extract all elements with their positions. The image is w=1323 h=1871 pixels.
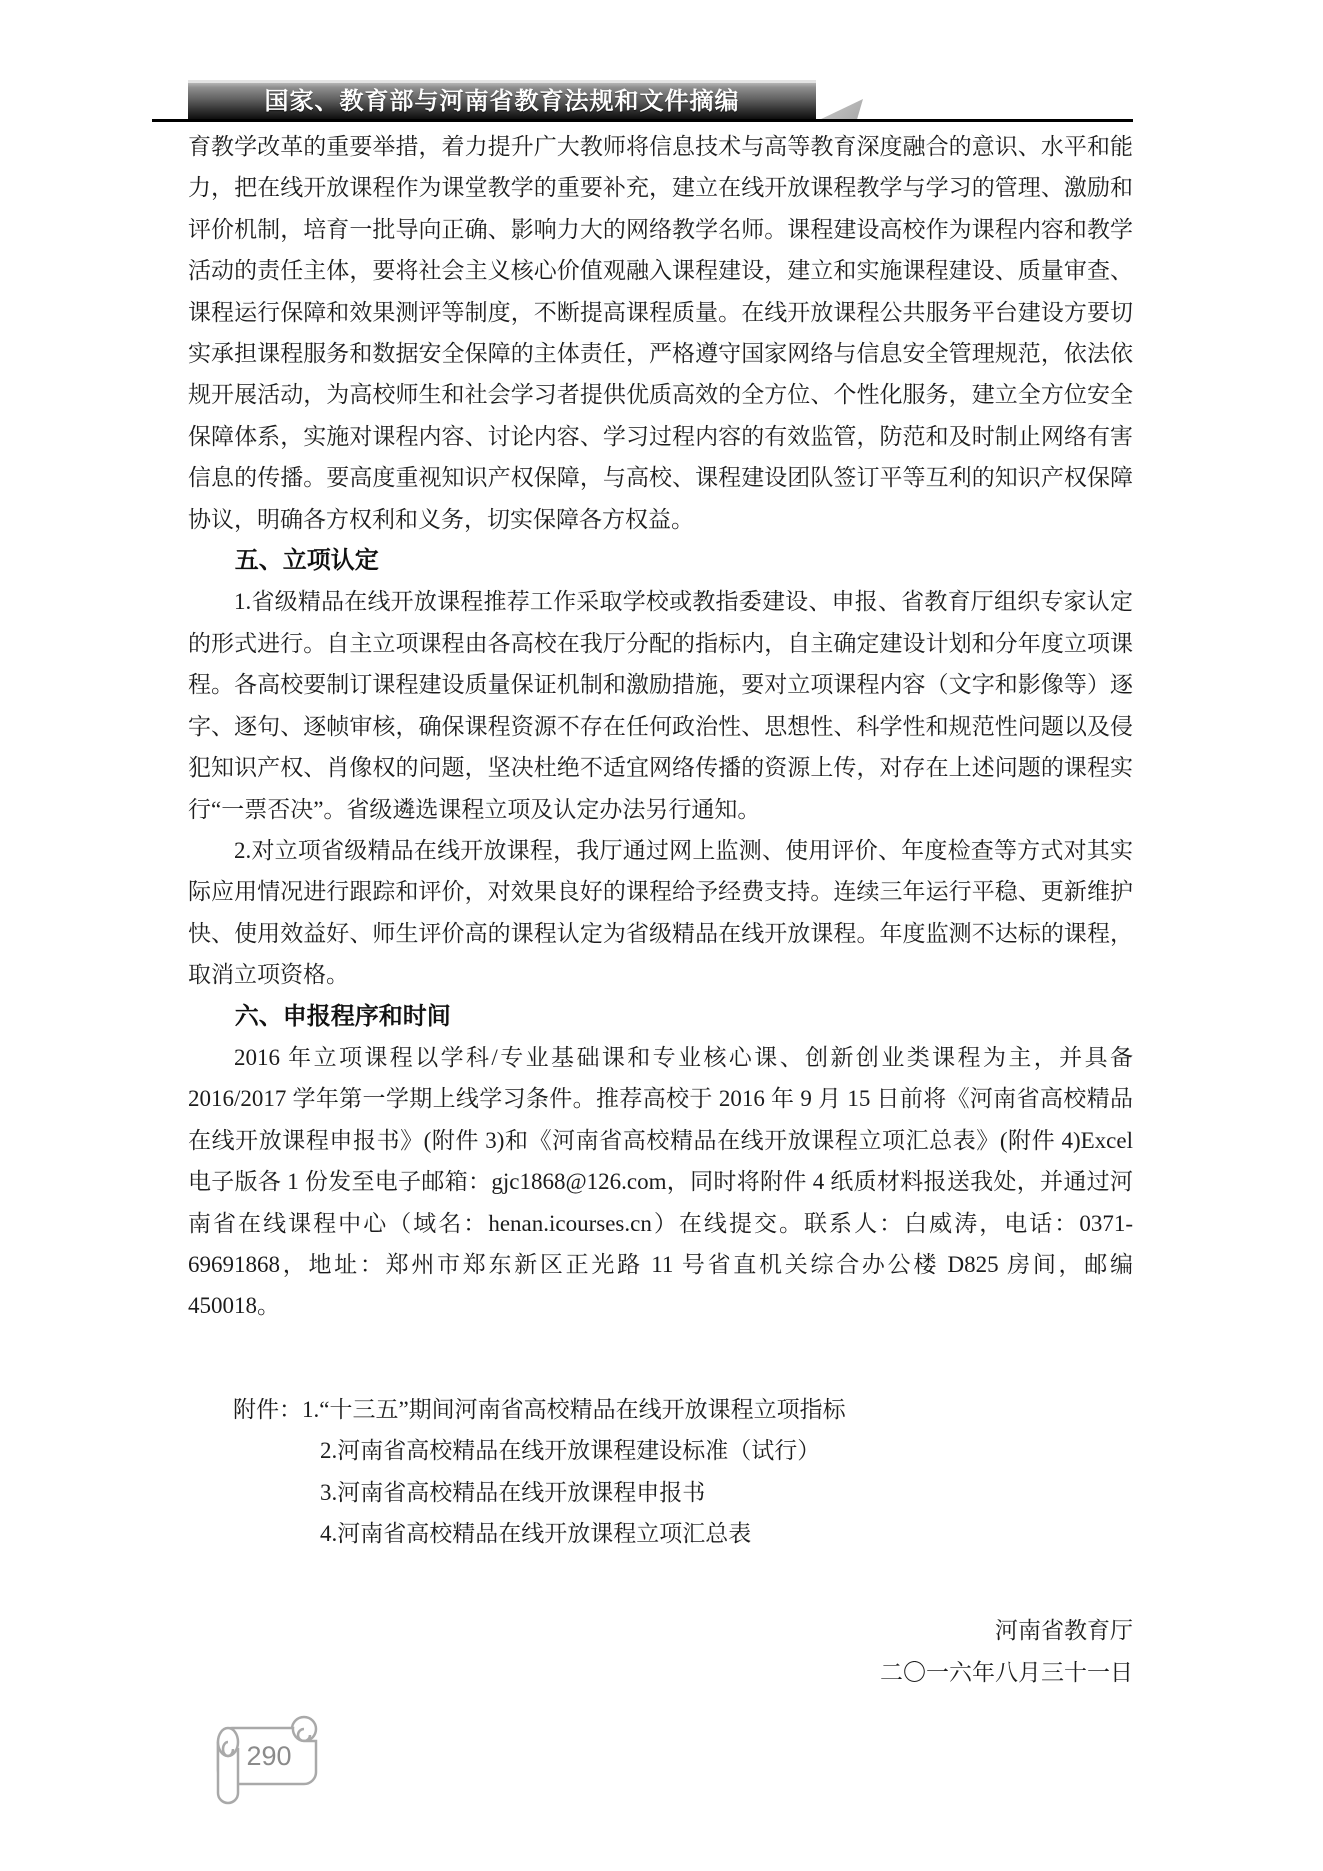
attachment-item-4: 4.河南省高校精品在线开放课程立项汇总表 (320, 1521, 752, 1546)
attachments-list (188, 1389, 1133, 1555)
header-divider-line (152, 119, 1133, 122)
signature-organization: 河南省教育厅 (995, 1618, 1133, 1644)
signature-block (188, 1610, 1133, 1693)
signature-date: 二〇一六年八月三十一日 (880, 1659, 1133, 1685)
section-5-paragraph-2: 2.对立项省级精品在线开放课程，我厅通过网上监测、使用评价、年度检查等方式对其实际应用情况进行跟踪和评价，对效果良好的课程给予经费支持。连续三年运行平稳、更新维护快、使用效益好、师生评价高的课程认定为省级精品在线开放课程。年度监测不达标的课程，取消立项资格。 (188, 837, 1133, 988)
attachment-item-2: 2.河南省高校精品在线开放课程建设标准（试行） (320, 1438, 821, 1464)
attachment-item-1 (188, 1389, 1133, 1430)
page-footer (205, 1710, 335, 1814)
section-6-heading: 六、申报程序和时间 (234, 1002, 451, 1030)
banner-arrow-icon (817, 99, 863, 121)
intro-paragraph: 育教学改革的重要举措，着力提升广大教师将信息技术与高等教育深度融合的意识、水平和能力，把在线开放课程作为课堂教学的重要补充，建立在线开放课程教学与学习的管理、激励和评价机制，培育一批导向正确、影响力大的网络教学名师。课程建设高校作为课程内容和教学活动的责任主体，要将社会主义核心价值观融入课程建设，建立和实施课程建设、质量审查、课程运行保障和效果测评等制度，不断提高课程质量。在线开放课程公共服务平台建设方要切实承担课程服务和数据安全保障的主体责任，严格遵守国家网络与信息安全管理规范，依法依规开展活动，为高校师生和社会学习者提供优质高效的全方位、个性化服务，建立全方位安全保障体系，实施对课程内容、讨论内容、学习过程内容的有效监管，防范和及时制止网络有害信息的传播。要高度重视知识产权保障，与高校、课程建设团队签订平等互利的知识产权保障协议，明确各方权利和义务，切实保障各方权益。 (188, 134, 1133, 532)
header-banner-title: 国家、教育部与河南省教育法规和文件摘编 (264, 88, 740, 115)
section-5-heading: 五、立项认定 (234, 547, 379, 575)
attachments-label: 附件： (233, 1396, 302, 1422)
section-5-paragraph-1: 1.省级精品在线开放课程推荐工作采取学校或教指委建设、申报、省教育厅组织专家认定的形式进行。自主立项课程由各高校在我厅分配的指标内，自主确定建设计划和分年度立项课程。各高校要制订课程建设质量保证机制和激励措施，要对立项课程内容（文字和影像等）逐字、逐句、逐帧审核，确保课程资源不存在任何政治性、思想性、科学性和规范性问题以及侵犯知识产权、肖像权的问题，坚决杜绝不适宜网络传播的资源上传，对存在上述问题的课程实行“一票否决”。省级遴选课程立项及认定办法另行通知。 (188, 589, 1133, 822)
page-number: 290 (246, 1741, 292, 1771)
attachment-item-3: 3.河南省高校精品在线开放课程申报书 (320, 1479, 706, 1505)
document-body (188, 126, 1133, 1693)
attachment-item-1-text: 1.“十三五”期间河南省高校精品在线开放课程立项指标 (302, 1396, 846, 1422)
page-header-banner (188, 80, 816, 120)
section-6-paragraph-1: 2016 年立项课程以学科/专业基础课和专业核心课、创新创业类课程为主，并具备 2016/2017 学年第一学期上线学习条件。推荐高校于 2016 年 9 月 15 日前将《河南省高校精品在线开放课程申报书》(附件 3)和《河南省高校精品在线开放课程立项汇总表》(附件 4)Excel 电子版各 1 份发至电子邮箱：gjc1868@126.com，同时将附件 4 纸质材料报送我处，并通过河南省在线课程中心（域名：henan.icourses.cn）在线提交。联系人：白威涛，电话：0371-69691868，地址：郑州市郑东新区正光路 11 号省直机关综合办公楼 D825 房间，邮编 450018。 (188, 1044, 1133, 1319)
